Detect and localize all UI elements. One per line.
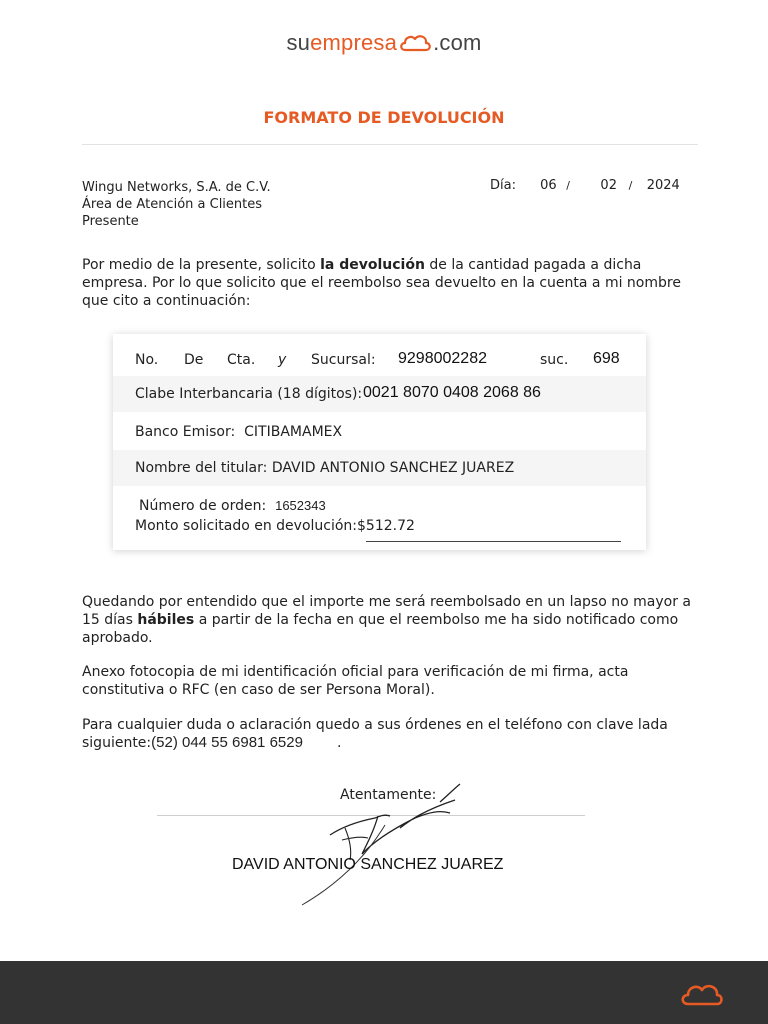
account-label-no: No.: [135, 352, 159, 368]
brand-logo: [0, 30, 768, 56]
clabe-label: Clabe Interbancaria (18 dígitos):: [135, 386, 363, 402]
date-year: 2024: [646, 178, 680, 193]
order-value: 1652343: [275, 498, 326, 513]
bank-details-card: [113, 334, 646, 550]
date-field: [490, 178, 680, 193]
date-day: 06: [540, 178, 557, 193]
holder-label-text: Nombre del titular:: [135, 460, 268, 476]
bank-row: [113, 414, 646, 450]
handwritten-signature: [290, 780, 480, 910]
logo-suffix: .com: [433, 30, 482, 55]
date-sep-1: /: [566, 179, 570, 192]
account-row: [113, 342, 646, 378]
contact-text: Para cualquier duda o aclaración quedo a sus órdenes en el teléfono con clave lada siguiente:: [82, 717, 668, 751]
closing-text: Atentamente:: [340, 787, 437, 803]
title-divider: [82, 144, 698, 145]
account-number: 9298002282: [398, 350, 487, 367]
logo-prefix: su: [286, 30, 311, 55]
account-label-de: De: [184, 352, 204, 368]
holder-label: [135, 460, 514, 476]
footer-bar: [0, 961, 768, 1024]
date-month: 02: [600, 178, 617, 193]
intro-text-end: de la cantidad pagada a dicha empresa. Por lo que solicito que el reembolso sea devuelto en la cuenta a mi nombre que cito a continuación:: [82, 257, 681, 309]
date-sep-2: /: [628, 179, 633, 192]
contact-paragraph: [82, 716, 702, 752]
order-row: [139, 498, 326, 514]
bank-label: [135, 424, 342, 440]
date-label: Día:: [490, 178, 516, 193]
recipient-area: Área de Atención a Clientes: [82, 197, 263, 212]
page-title: FORMATO DE DEVOLUCIÓN: [263, 108, 505, 127]
amount-underline: [366, 541, 621, 542]
recipient-company: Wingu Networks, S.A. de C.V.: [82, 180, 271, 195]
attachment-paragraph: Anexo fotocopia de mi identificación oficial para verificación de mi firma, acta constitutiva o RFC (en caso de ser Persona Moral).: [82, 664, 629, 698]
intro-paragraph: [82, 256, 702, 310]
refund-terms-text-end: a partir de la fecha en que el reembolso me ha sido notificado como aprobado.: [82, 612, 679, 646]
cloud-icon: [399, 32, 431, 54]
clabe-row: [113, 376, 646, 412]
intro-bold: la devolución: [320, 257, 425, 273]
logo-accent: empresa: [310, 30, 398, 55]
branch-number: 698: [593, 350, 620, 367]
recipient-block: [82, 179, 271, 230]
account-label-y: y: [278, 352, 287, 368]
clabe-value: 0021 8070 0408 2068 86: [363, 384, 541, 401]
amount-value: $512.72: [357, 518, 415, 534]
cloud-icon: [680, 981, 724, 1009]
refund-terms-text: Quedando por entendido que el importe me será reembolsado en un lapso no mayor a 15 días: [82, 594, 691, 628]
bank-value: CITIBAMAMEX: [244, 424, 343, 440]
account-label-cta: Cta.: [227, 352, 256, 368]
branch-label: suc.: [540, 352, 569, 368]
holder-row: [113, 450, 646, 486]
contact-end: .: [336, 735, 342, 751]
intro-text: Por medio de la presente, solicito: [82, 257, 321, 273]
amount-row: [135, 518, 415, 534]
account-label-sucursal: Sucursal:: [311, 352, 376, 368]
contact-phone: (52) 044 55 6981 6529: [151, 734, 303, 751]
recipient-present: Presente: [82, 214, 139, 229]
signer-name: DAVID ANTONIO SANCHEZ JUAREZ: [232, 856, 504, 873]
refund-terms-bold: hábiles: [137, 612, 195, 628]
refund-terms-paragraph: [82, 593, 702, 647]
bank-label-text: Banco Emisor:: [135, 424, 236, 440]
holder-value: DAVID ANTONIO SANCHEZ JUAREZ: [271, 460, 515, 476]
amount-label: Monto solicitado en devolución:: [135, 518, 358, 534]
order-label: Número de orden:: [139, 498, 267, 514]
